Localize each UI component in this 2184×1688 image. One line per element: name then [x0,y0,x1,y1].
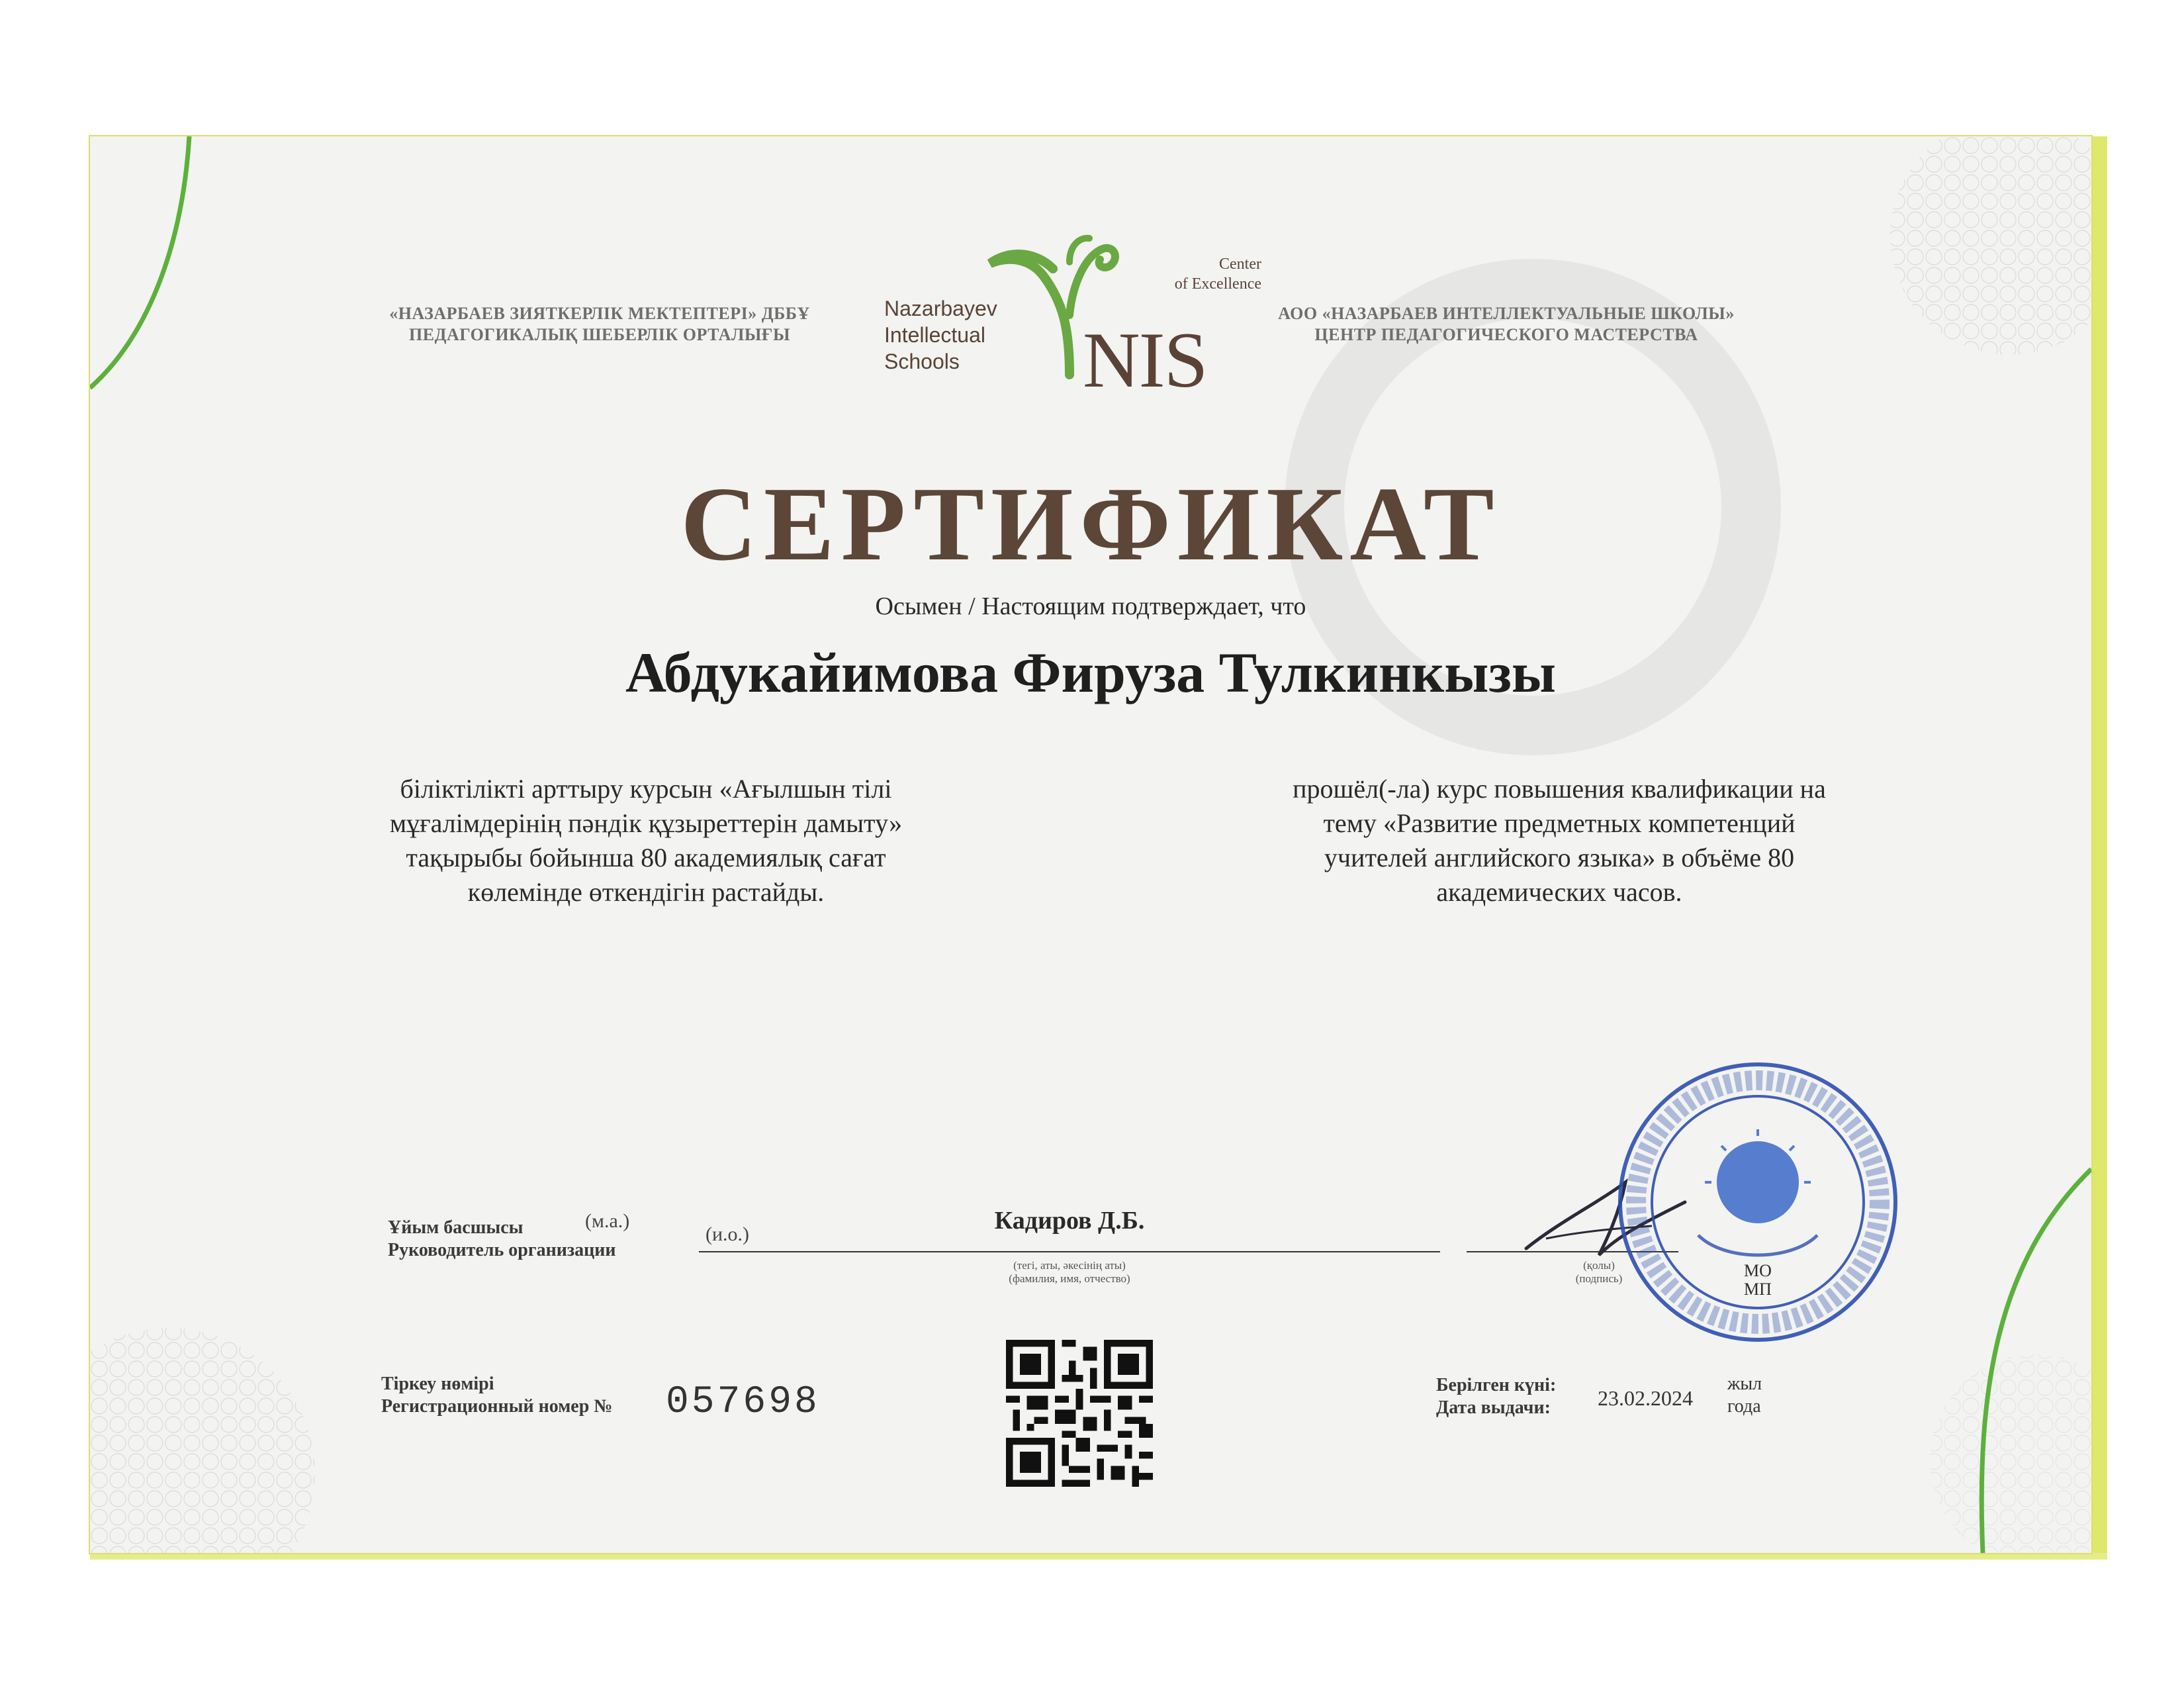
nis-logo [884,222,1308,421]
certificate-sheet [90,136,2091,1553]
body-text-ru [1195,772,1923,910]
certificate-title: СЕРТИФИКАТ [680,465,1501,583]
paper-edge-bottom [90,1553,2107,1560]
certificate-subtitle: Осымен / Настоящим подтверждает, что [875,592,1306,620]
org-name-ru [1255,303,1758,346]
org-name-kz [368,303,831,346]
body-kz-line: тақырыбы бойынша 80 академиялық сағат [406,843,886,872]
issue-label-kz: Берілген күні: [1436,1375,1557,1395]
signatory-name: Кадиров Д.Б. [994,1207,1145,1235]
body-ru-line: учителей английского языка» в объёме 80 [1324,843,1795,872]
body-kz-line: көлемінде өткендігін растайды. [467,877,825,907]
registration-label-ru: Регистрационный номер № [381,1396,613,1417]
body-kz-line: біліктілікті арттыру курсын «Ағылшын тілі [400,774,892,804]
body-kz-line: мұғалімдерінің пәндік құзыреттерін дамыту» [389,808,903,838]
acting-label-ru: (и.о.) [705,1223,750,1245]
issue-date: 23.02.2024 [1598,1386,1693,1410]
issue-suffix-ru: года [1727,1396,1761,1417]
org-kz-line1: «НАЗАРБАЕВ ЗИЯТКЕРЛІК МЕКТЕПТЕРІ» ДББҰ [389,304,810,323]
role-label [388,1217,616,1262]
signature-caption: (қолы) (подпись) [1575,1259,1623,1285]
org-ru-line1: АОО «НАЗАРБАЕВ ИНТЕЛЛЕКТУАЛЬНЫЕ ШКОЛЫ» [1278,304,1735,323]
issue-suffix-kz: жыл [1727,1374,1762,1394]
issue-label [1436,1374,1556,1419]
recipient-name: Абдукайимова Фируза Тулкинкызы [625,641,1557,704]
official-stamp [1612,1056,1903,1348]
qr-code [1006,1340,1153,1487]
issue-suffix [1727,1373,1762,1418]
registration-label [381,1373,612,1418]
logo-mark-text: NIS [1083,316,1207,404]
paper-edge-right [2091,136,2107,1560]
org-kz-line2: ПЕДАГОГИКАЛЫҚ ШЕБЕРЛІК ОРТАЛЫҒЫ [409,325,790,344]
body-ru-line: прошёл(-ла) курс повышения квалификации на [1293,774,1826,804]
logo-right-text: Center of Excellence [1174,256,1261,293]
registration-label-kz: Тіркеу нөмірі [381,1374,494,1394]
stamp-mark: МО МП [1744,1261,1772,1299]
role-label-ru: Руководитель организации [388,1240,616,1260]
registration-number: 057698 [666,1381,820,1424]
acting-label-kz: (м.а.) [585,1210,630,1232]
org-ru-line2: ЦЕНТР ПЕДАГОГИЧЕСКОГО МАСТЕРСТВА [1314,325,1698,344]
issue-label-ru: Дата выдачи: [1436,1397,1551,1418]
body-ru-line: академических часов. [1436,877,1682,907]
body-ru-line: тему «Развитие предметных компетенций [1323,808,1796,838]
logo-left-text: Nazarbayev Intellectual Schools [884,297,997,373]
name-caption: (тегі, аты, әкесінің аты) (фамилия, имя, отчество) [1009,1259,1130,1285]
body-text-kz [282,772,1010,910]
name-line [699,1251,1440,1252]
role-label-kz: Ұйым басшысы [388,1217,523,1238]
